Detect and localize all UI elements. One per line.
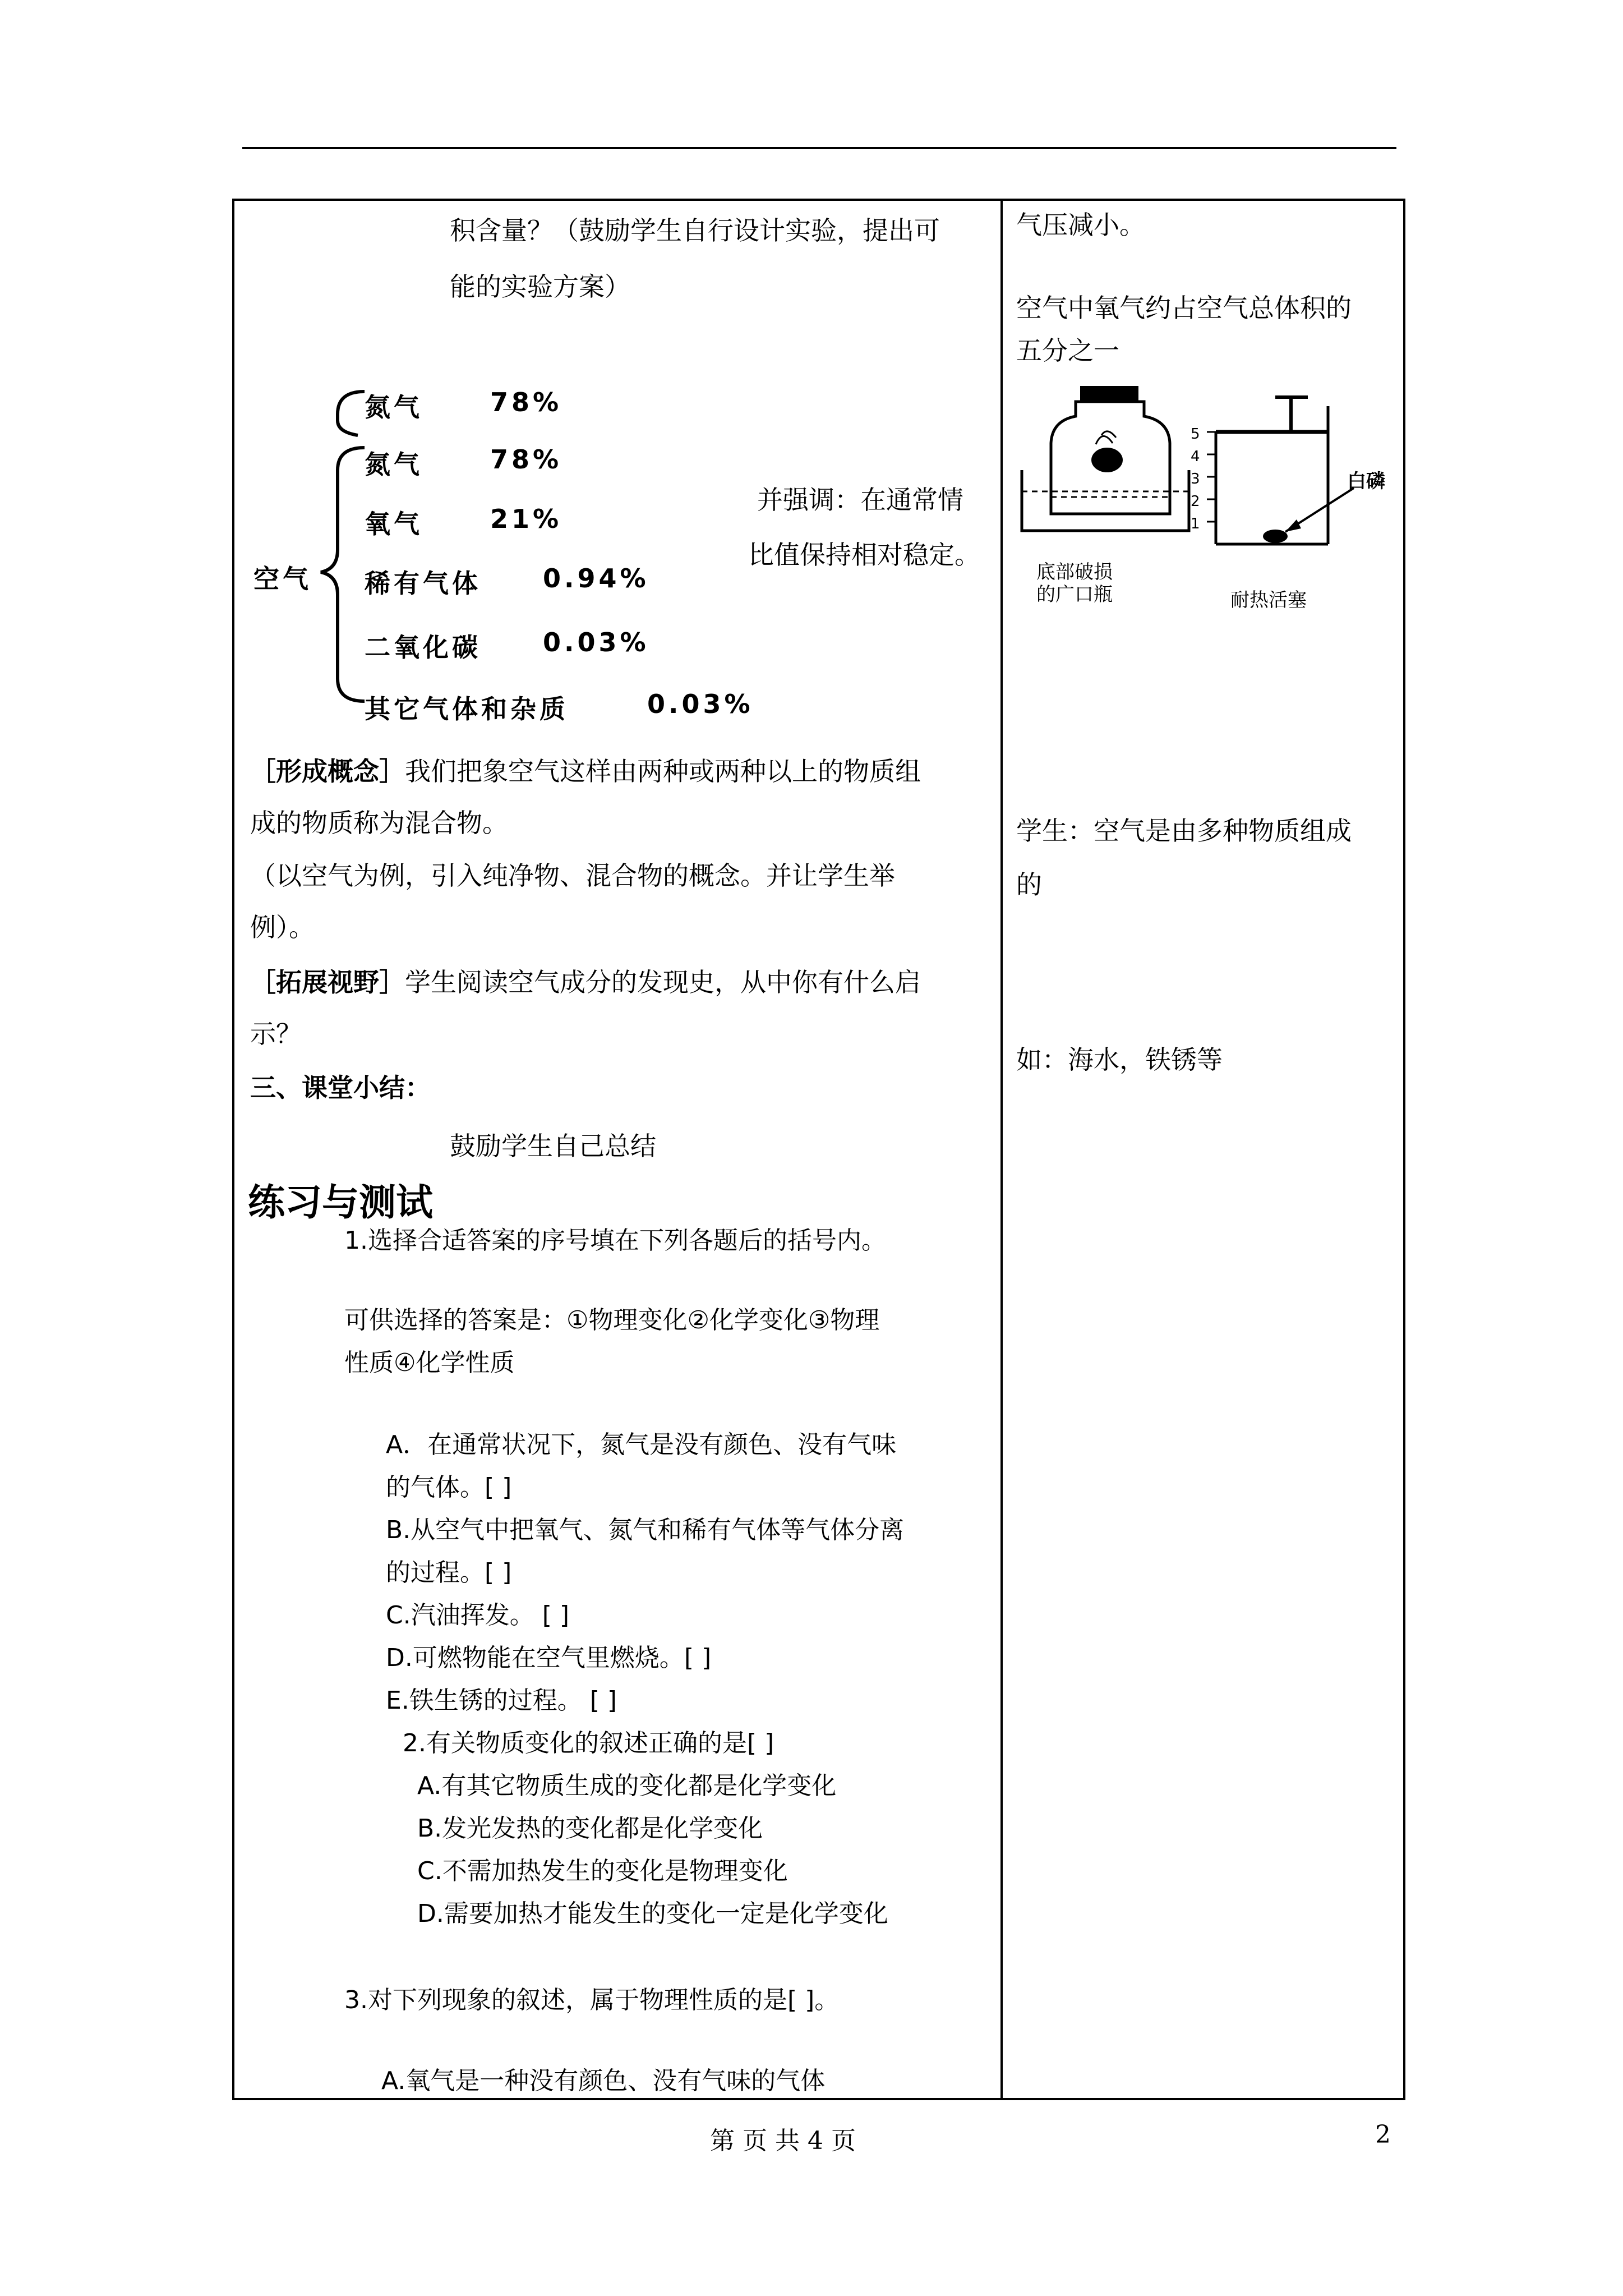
scale-5: 5	[1191, 426, 1200, 443]
oxygen-line-2: 五分之一	[1016, 335, 1119, 366]
header-rule	[242, 147, 1396, 149]
experiment-figure	[1017, 381, 1404, 628]
brace-icon	[247, 381, 370, 729]
page-number: 2	[1375, 2120, 1391, 2149]
scale-4: 4	[1191, 448, 1200, 465]
q1-a-2: 的气体。[ ]	[386, 1473, 512, 1502]
scale-2: 2	[1191, 493, 1200, 510]
component-name: 氮气	[365, 449, 423, 480]
concept-tag: ［形成概念］	[250, 756, 405, 786]
intro-line-1: 积含量？（鼓励学生自行设计实验，提出可	[450, 215, 940, 246]
component-name: 氧气	[365, 509, 423, 539]
q1-options-2: 性质④化学性质	[344, 1349, 515, 1377]
q1-title: 1.选择合适答案的序号填在下列各题后的括号内。	[344, 1226, 886, 1255]
example-text: 如：海水，铁锈等	[1016, 1045, 1223, 1075]
q1-c: C.汽油挥发。 [ ]	[386, 1601, 570, 1630]
q1-options-1: 可供选择的答案是：①物理变化②化学变化③物理	[344, 1306, 880, 1335]
expand-text-2: 示？	[250, 1019, 302, 1049]
q1-a-1: A．在通常状况下，氮气是没有颜色、没有气味	[386, 1430, 897, 1459]
example-line-2: 例）。	[250, 912, 315, 942]
q2-c: C.不需加热发生的变化是物理变化	[417, 1857, 788, 1885]
scale-1: 1	[1191, 516, 1200, 532]
q3-title: 3.对下列现象的叙述，属于物理性质的是[ ]。	[344, 1986, 840, 2014]
student-line-2: 的	[1016, 869, 1042, 900]
component-value: 21%	[490, 504, 562, 534]
example-line-1: （以空气为例，引入纯净物、混合物的概念。并让学生举	[250, 861, 895, 891]
component-value: 0.03%	[647, 689, 754, 719]
q2-d: D.需要加热才能发生的变化一定是化学变化	[417, 1899, 888, 1928]
q1-d: D.可燃物能在空气里燃烧。[ ]	[386, 1644, 712, 1672]
concept-text: 我们把象空气这样由两种或两种以上的物质组	[405, 756, 921, 786]
component-value: 0.03%	[543, 627, 649, 657]
q2-a: A.有其它物质生成的变化都是化学变化	[417, 1772, 837, 1800]
column-divider	[1000, 199, 1003, 2100]
q1-e: E.铁生锈的过程。 [ ]	[386, 1686, 617, 1715]
q3-a: A.氧气是一种没有颜色、没有气味的气体	[381, 2067, 826, 2095]
component-name: 二氧化碳	[365, 632, 481, 662]
summary-text: 鼓励学生自己总结	[450, 1131, 656, 1161]
expand-tag: ［拓展视野］	[250, 967, 405, 997]
q2-title: 2.有关物质变化的叙述正确的是[ ]	[403, 1729, 774, 1757]
summary-heading: 三、课堂小结：	[250, 1073, 431, 1103]
piston-label: 耐热活塞	[1230, 589, 1307, 611]
oxygen-line-1: 空气中氧气约占空气总体积的	[1016, 293, 1352, 323]
q1-b-2: 的过程。[ ]	[386, 1558, 512, 1587]
scale-3: 3	[1191, 471, 1200, 487]
emphasis-line-2: 比值保持相对稳定。	[748, 540, 980, 570]
phosphorus-label: 白磷	[1347, 470, 1385, 493]
component-name: 氮气	[365, 392, 423, 422]
component-value: 78%	[490, 444, 562, 475]
air-label: 空气	[253, 564, 312, 594]
student-line-1: 学生：空气是由多种物质组成	[1016, 816, 1352, 846]
page-info: 第 页 共 4 页	[710, 2127, 856, 2155]
q1-b-1: B.从空气中把氧气、氮气和稀有气体等气体分离	[386, 1516, 905, 1544]
intro-line-2: 能的实验方案）	[450, 272, 630, 302]
component-value: 78%	[490, 387, 562, 417]
component-name: 其它气体和杂质	[365, 694, 569, 724]
concept-text-2: 成的物质称为混合物。	[250, 808, 508, 838]
bottle-label-1: 底部破损	[1036, 561, 1113, 583]
component-value: 0.94%	[543, 563, 649, 593]
emphasis-line-1: 并强调：在通常情	[757, 485, 963, 515]
bottle-label-2: 的广口瓶	[1036, 583, 1113, 606]
right-line-1: 气压减小。	[1016, 210, 1145, 240]
component-name: 稀有气体	[365, 568, 481, 599]
practice-heading: 练习与测试	[248, 1181, 433, 1224]
expand-text: 学生阅读空气成分的发现史，从中你有什么启	[405, 967, 921, 997]
q2-b: B.发光发热的变化都是化学变化	[417, 1814, 763, 1843]
